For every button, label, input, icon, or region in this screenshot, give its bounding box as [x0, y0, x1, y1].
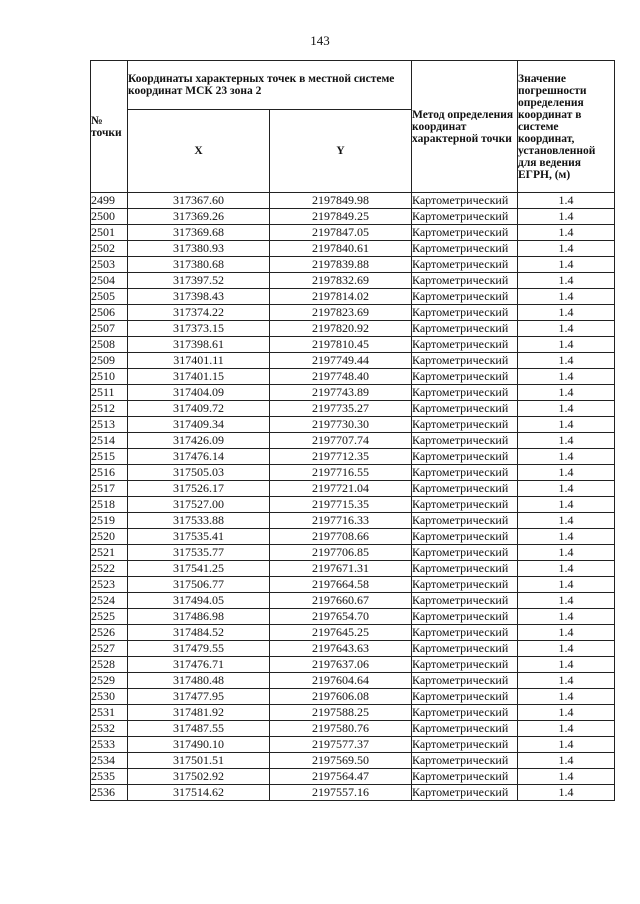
y-coordinate-cell: 2197564.47 [270, 769, 412, 785]
method-cell: Картометрический [412, 481, 518, 497]
y-coordinate-cell: 2197820.92 [270, 321, 412, 337]
point-number-cell: 2529 [91, 673, 128, 689]
x-coordinate-cell: 317526.17 [128, 481, 270, 497]
accuracy-cell: 1.4 [518, 305, 615, 321]
point-number-cell: 2522 [91, 561, 128, 577]
accuracy-cell: 1.4 [518, 369, 615, 385]
page-number: 143 [310, 33, 330, 48]
method-cell: Картометрический [412, 209, 518, 225]
accuracy-cell: 1.4 [518, 209, 615, 225]
y-coordinate-cell: 2197730.30 [270, 417, 412, 433]
accuracy-cell: 1.4 [518, 769, 615, 785]
point-number-cell: 2520 [91, 529, 128, 545]
table-row [91, 593, 615, 609]
point-number-cell: 2508 [91, 337, 128, 353]
accuracy-cell: 1.4 [518, 609, 615, 625]
accuracy-cell: 1.4 [518, 273, 615, 289]
table-row [91, 609, 615, 625]
table-row [91, 673, 615, 689]
method-cell: Картометрический [412, 449, 518, 465]
method-cell: Картометрический [412, 577, 518, 593]
y-coordinate-cell: 2197832.69 [270, 273, 412, 289]
table-row [91, 385, 615, 401]
accuracy-cell: 1.4 [518, 465, 615, 481]
x-coordinate-cell: 317514.62 [128, 785, 270, 801]
x-coordinate-cell: 317367.60 [128, 193, 270, 209]
point-number-cell: 2532 [91, 721, 128, 737]
method-cell: Картометрический [412, 369, 518, 385]
y-coordinate-cell: 2197671.31 [270, 561, 412, 577]
accuracy-cell: 1.4 [518, 657, 615, 673]
point-number-cell: 2510 [91, 369, 128, 385]
method-cell: Картометрический [412, 609, 518, 625]
table-body [91, 193, 615, 801]
header-point-number [91, 61, 128, 193]
method-cell: Картометрический [412, 721, 518, 737]
method-cell: Картометрический [412, 737, 518, 753]
x-coordinate-cell: 317401.11 [128, 353, 270, 369]
header-coordinates-group: Координаты характерных точек в местной системе координат МСК 23 зона 2 [128, 61, 412, 110]
table-row [91, 337, 615, 353]
point-number-cell: 2531 [91, 705, 128, 721]
accuracy-cell: 1.4 [518, 241, 615, 257]
y-coordinate-cell: 2197748.40 [270, 369, 412, 385]
y-coordinate-cell: 2197645.25 [270, 625, 412, 641]
y-coordinate-cell: 2197606.08 [270, 689, 412, 705]
table-row [91, 625, 615, 641]
header-method: Метод определения координат характерной точки [412, 61, 518, 193]
point-number-cell: 2509 [91, 353, 128, 369]
accuracy-cell: 1.4 [518, 625, 615, 641]
x-coordinate-cell: 317535.41 [128, 529, 270, 545]
x-coordinate-cell: 317480.48 [128, 673, 270, 689]
x-coordinate-cell: 317527.00 [128, 497, 270, 513]
method-cell: Картометрический [412, 417, 518, 433]
method-cell: Картометрический [412, 193, 518, 209]
point-number-cell: 2525 [91, 609, 128, 625]
point-number-cell: 2511 [91, 385, 128, 401]
header-x: X [128, 110, 270, 193]
table-row [91, 321, 615, 337]
accuracy-cell: 1.4 [518, 577, 615, 593]
table-row [91, 449, 615, 465]
accuracy-cell: 1.4 [518, 433, 615, 449]
accuracy-cell: 1.4 [518, 481, 615, 497]
accuracy-cell: 1.4 [518, 785, 615, 801]
point-number-cell: 2533 [91, 737, 128, 753]
y-coordinate-cell: 2197577.37 [270, 737, 412, 753]
x-coordinate-cell: 317476.71 [128, 657, 270, 673]
table-row [91, 289, 615, 305]
method-cell: Картометрический [412, 465, 518, 481]
y-coordinate-cell: 2197716.33 [270, 513, 412, 529]
accuracy-cell: 1.4 [518, 289, 615, 305]
method-cell: Картометрический [412, 753, 518, 769]
y-coordinate-cell: 2197721.04 [270, 481, 412, 497]
accuracy-cell: 1.4 [518, 737, 615, 753]
accuracy-cell: 1.4 [518, 257, 615, 273]
accuracy-cell: 1.4 [518, 705, 615, 721]
table-row [91, 577, 615, 593]
accuracy-cell: 1.4 [518, 401, 615, 417]
method-cell: Картометрический [412, 673, 518, 689]
header-accuracy: Значение погрешности определения координат в системе координат, установленной для ведения ЕГРН, (м) [518, 61, 615, 193]
table-row [91, 417, 615, 433]
point-number-cell: 2499 [91, 193, 128, 209]
x-coordinate-cell: 317477.95 [128, 689, 270, 705]
x-coordinate-cell: 317401.15 [128, 369, 270, 385]
point-number-cell: 2500 [91, 209, 128, 225]
method-cell: Картометрический [412, 561, 518, 577]
accuracy-cell: 1.4 [518, 545, 615, 561]
coordinates-table [90, 60, 615, 801]
x-coordinate-cell: 317398.43 [128, 289, 270, 305]
y-coordinate-cell: 2197707.74 [270, 433, 412, 449]
table-header [91, 61, 615, 193]
method-cell: Картометрический [412, 353, 518, 369]
table-row [91, 497, 615, 513]
point-number-cell: 2517 [91, 481, 128, 497]
header-y: Y [270, 110, 412, 193]
y-coordinate-cell: 2197706.85 [270, 545, 412, 561]
accuracy-cell: 1.4 [518, 417, 615, 433]
method-cell: Картометрический [412, 657, 518, 673]
x-coordinate-cell: 317541.25 [128, 561, 270, 577]
x-coordinate-cell: 317494.05 [128, 593, 270, 609]
y-coordinate-cell: 2197654.70 [270, 609, 412, 625]
method-cell: Картометрический [412, 289, 518, 305]
method-cell: Картометрический [412, 241, 518, 257]
x-coordinate-cell: 317479.55 [128, 641, 270, 657]
y-coordinate-cell: 2197716.55 [270, 465, 412, 481]
accuracy-cell: 1.4 [518, 513, 615, 529]
table-row [91, 641, 615, 657]
point-number-cell: 2536 [91, 785, 128, 801]
method-cell: Картометрический [412, 305, 518, 321]
x-coordinate-cell: 317374.22 [128, 305, 270, 321]
y-coordinate-cell: 2197823.69 [270, 305, 412, 321]
x-coordinate-cell: 317380.93 [128, 241, 270, 257]
y-coordinate-cell: 2197743.89 [270, 385, 412, 401]
x-coordinate-cell: 317369.26 [128, 209, 270, 225]
point-number-cell: 2512 [91, 401, 128, 417]
point-number-cell: 2501 [91, 225, 128, 241]
method-cell: Картометрический [412, 769, 518, 785]
method-cell: Картометрический [412, 513, 518, 529]
point-number-cell: 2523 [91, 577, 128, 593]
table-row [91, 225, 615, 241]
method-cell: Картометрический [412, 785, 518, 801]
x-coordinate-cell: 317409.34 [128, 417, 270, 433]
y-coordinate-cell: 2197660.67 [270, 593, 412, 609]
method-cell: Картометрический [412, 321, 518, 337]
accuracy-cell: 1.4 [518, 497, 615, 513]
y-coordinate-cell: 2197847.05 [270, 225, 412, 241]
accuracy-cell: 1.4 [518, 721, 615, 737]
table-row [91, 433, 615, 449]
table-row [91, 273, 615, 289]
method-cell: Картометрический [412, 433, 518, 449]
method-cell: Картометрический [412, 401, 518, 417]
table-row [91, 753, 615, 769]
x-coordinate-cell: 317398.61 [128, 337, 270, 353]
y-coordinate-cell: 2197810.45 [270, 337, 412, 353]
table-row [91, 785, 615, 801]
header-number-sign: № [91, 114, 103, 127]
x-coordinate-cell: 317506.77 [128, 577, 270, 593]
point-number-cell: 2534 [91, 753, 128, 769]
point-number-cell: 2513 [91, 417, 128, 433]
accuracy-cell: 1.4 [518, 353, 615, 369]
table-row [91, 257, 615, 273]
accuracy-cell: 1.4 [518, 593, 615, 609]
accuracy-cell: 1.4 [518, 449, 615, 465]
method-cell: Картометрический [412, 689, 518, 705]
x-coordinate-cell: 317380.68 [128, 257, 270, 273]
x-coordinate-cell: 317505.03 [128, 465, 270, 481]
table-row [91, 481, 615, 497]
table-row [91, 209, 615, 225]
method-cell: Картометрический [412, 641, 518, 657]
x-coordinate-cell: 317481.92 [128, 705, 270, 721]
x-coordinate-cell: 317502.92 [128, 769, 270, 785]
point-number-cell: 2504 [91, 273, 128, 289]
table-row [91, 513, 615, 529]
point-number-cell: 2507 [91, 321, 128, 337]
accuracy-cell: 1.4 [518, 753, 615, 769]
method-cell: Картометрический [412, 625, 518, 641]
point-number-cell: 2528 [91, 657, 128, 673]
accuracy-cell: 1.4 [518, 561, 615, 577]
x-coordinate-cell: 317490.10 [128, 737, 270, 753]
point-number-cell: 2516 [91, 465, 128, 481]
table-row [91, 369, 615, 385]
point-number-cell: 2503 [91, 257, 128, 273]
x-coordinate-cell: 317369.68 [128, 225, 270, 241]
method-cell: Картометрический [412, 385, 518, 401]
x-coordinate-cell: 317409.72 [128, 401, 270, 417]
point-number-cell: 2515 [91, 449, 128, 465]
table-row [91, 737, 615, 753]
header-point-label: точки [91, 126, 122, 139]
point-number-cell: 2505 [91, 289, 128, 305]
point-number-cell: 2530 [91, 689, 128, 705]
x-coordinate-cell: 317404.09 [128, 385, 270, 401]
accuracy-cell: 1.4 [518, 193, 615, 209]
point-number-cell: 2527 [91, 641, 128, 657]
x-coordinate-cell: 317535.77 [128, 545, 270, 561]
y-coordinate-cell: 2197814.02 [270, 289, 412, 305]
point-number-cell: 2521 [91, 545, 128, 561]
method-cell: Картометрический [412, 545, 518, 561]
x-coordinate-cell: 317487.55 [128, 721, 270, 737]
x-coordinate-cell: 317397.52 [128, 273, 270, 289]
accuracy-cell: 1.4 [518, 225, 615, 241]
y-coordinate-cell: 2197849.98 [270, 193, 412, 209]
y-coordinate-cell: 2197580.76 [270, 721, 412, 737]
point-number-cell: 2526 [91, 625, 128, 641]
x-coordinate-cell: 317484.52 [128, 625, 270, 641]
accuracy-cell: 1.4 [518, 321, 615, 337]
accuracy-cell: 1.4 [518, 529, 615, 545]
method-cell: Картометрический [412, 529, 518, 545]
y-coordinate-cell: 2197712.35 [270, 449, 412, 465]
x-coordinate-cell: 317476.14 [128, 449, 270, 465]
table-row [91, 305, 615, 321]
point-number-cell: 2524 [91, 593, 128, 609]
method-cell: Картометрический [412, 273, 518, 289]
accuracy-cell: 1.4 [518, 337, 615, 353]
table-row [91, 769, 615, 785]
x-coordinate-cell: 317533.88 [128, 513, 270, 529]
point-number-cell: 2535 [91, 769, 128, 785]
y-coordinate-cell: 2197664.58 [270, 577, 412, 593]
table-row [91, 561, 615, 577]
table-row [91, 657, 615, 673]
method-cell: Картометрический [412, 497, 518, 513]
y-coordinate-cell: 2197569.50 [270, 753, 412, 769]
point-number-cell: 2506 [91, 305, 128, 321]
accuracy-cell: 1.4 [518, 673, 615, 689]
point-number-cell: 2519 [91, 513, 128, 529]
accuracy-cell: 1.4 [518, 385, 615, 401]
table-row [91, 689, 615, 705]
y-coordinate-cell: 2197749.44 [270, 353, 412, 369]
table-row [91, 353, 615, 369]
method-cell: Картометрический [412, 337, 518, 353]
accuracy-cell: 1.4 [518, 641, 615, 657]
y-coordinate-cell: 2197637.06 [270, 657, 412, 673]
y-coordinate-cell: 2197604.64 [270, 673, 412, 689]
y-coordinate-cell: 2197588.25 [270, 705, 412, 721]
method-cell: Картометрический [412, 593, 518, 609]
x-coordinate-cell: 317426.09 [128, 433, 270, 449]
y-coordinate-cell: 2197715.35 [270, 497, 412, 513]
y-coordinate-cell: 2197708.66 [270, 529, 412, 545]
table-row [91, 241, 615, 257]
y-coordinate-cell: 2197839.88 [270, 257, 412, 273]
table-row [91, 465, 615, 481]
table-row [91, 721, 615, 737]
y-coordinate-cell: 2197849.25 [270, 209, 412, 225]
x-coordinate-cell: 317501.51 [128, 753, 270, 769]
x-coordinate-cell: 317486.98 [128, 609, 270, 625]
y-coordinate-cell: 2197735.27 [270, 401, 412, 417]
table-row [91, 529, 615, 545]
table-row [91, 401, 615, 417]
table-row [91, 705, 615, 721]
method-cell: Картометрический [412, 225, 518, 241]
accuracy-cell: 1.4 [518, 689, 615, 705]
method-cell: Картометрический [412, 705, 518, 721]
point-number-cell: 2518 [91, 497, 128, 513]
method-cell: Картометрический [412, 257, 518, 273]
y-coordinate-cell: 2197643.63 [270, 641, 412, 657]
table-row [91, 193, 615, 209]
x-coordinate-cell: 317373.15 [128, 321, 270, 337]
point-number-cell: 2514 [91, 433, 128, 449]
table-row [91, 545, 615, 561]
point-number-cell: 2502 [91, 241, 128, 257]
y-coordinate-cell: 2197557.16 [270, 785, 412, 801]
y-coordinate-cell: 2197840.61 [270, 241, 412, 257]
